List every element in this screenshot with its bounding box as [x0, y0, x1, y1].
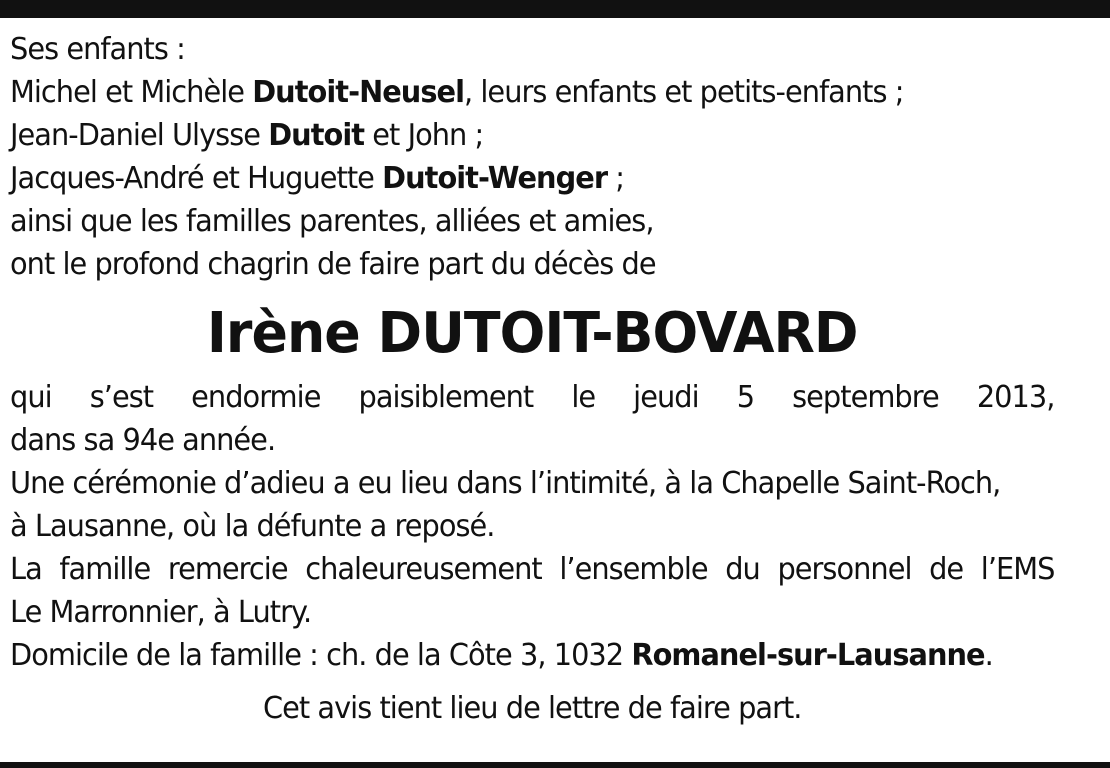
family-line-dutoit-prefix: Jean-Daniel Ulysse: [10, 118, 269, 153]
family-line-neusel: [10, 71, 1054, 114]
death-date-line: qui s’est endormie paisiblement le jeudi 5 septembre 2013,: [10, 380, 1055, 415]
announcement-line: ont le profond chagrin de faire part du décès de: [10, 247, 656, 282]
domicile-town: Romanel-sur-Lausanne: [631, 638, 985, 673]
ceremony-location-line: à Lausanne, où la défunte a reposé.: [10, 509, 495, 544]
domicile-end: .: [984, 638, 993, 673]
closing-note: Cet avis tient lieu de lettre de faire part.: [262, 691, 802, 726]
top-border-rule: [0, 0, 1110, 18]
family-line-neusel-prefix: Michel et Michèle: [10, 75, 253, 110]
family-line-wenger-prefix: Jacques-André et Huguette: [10, 161, 383, 196]
domicile-address: Domicile de la famille : ch. de la Côte 3, 1032: [10, 638, 632, 673]
family-line-wenger-suffix: ;: [607, 161, 625, 196]
family-name-dutoit: Dutoit: [268, 118, 365, 153]
ceremony-line: Une cérémonie d’adieu a eu lieu dans l’intimité, à la Chapelle Saint-Roch,: [10, 466, 1001, 501]
thanks-institution-line: Le Marronnier, à Lutry.: [10, 595, 312, 630]
deceased-name: Irène DUTOIT-BOVARD: [206, 301, 858, 366]
age-line: dans sa 94e année.: [10, 423, 276, 458]
bottom-border-rule: [0, 762, 1110, 768]
family-line-dutoit-suffix: et John ;: [364, 118, 484, 153]
domicile-line: [10, 634, 1054, 677]
obituary-notice: [10, 28, 1054, 730]
relatives-line: ainsi que les familles parentes, alliées et amies,: [10, 204, 654, 239]
family-name-wenger: Dutoit-Wenger: [382, 161, 608, 196]
family-line-neusel-suffix: , leurs enfants et petits-enfants ;: [464, 75, 904, 110]
children-intro: Ses enfants :: [10, 32, 185, 67]
family-line-wenger: [10, 157, 1054, 200]
family-line-dutoit: [10, 114, 1054, 157]
thanks-line: La famille remercie chaleureusement l’ensemble du personnel de l’EMS: [10, 552, 1055, 587]
family-name-neusel: Dutoit-Neusel: [252, 75, 465, 110]
